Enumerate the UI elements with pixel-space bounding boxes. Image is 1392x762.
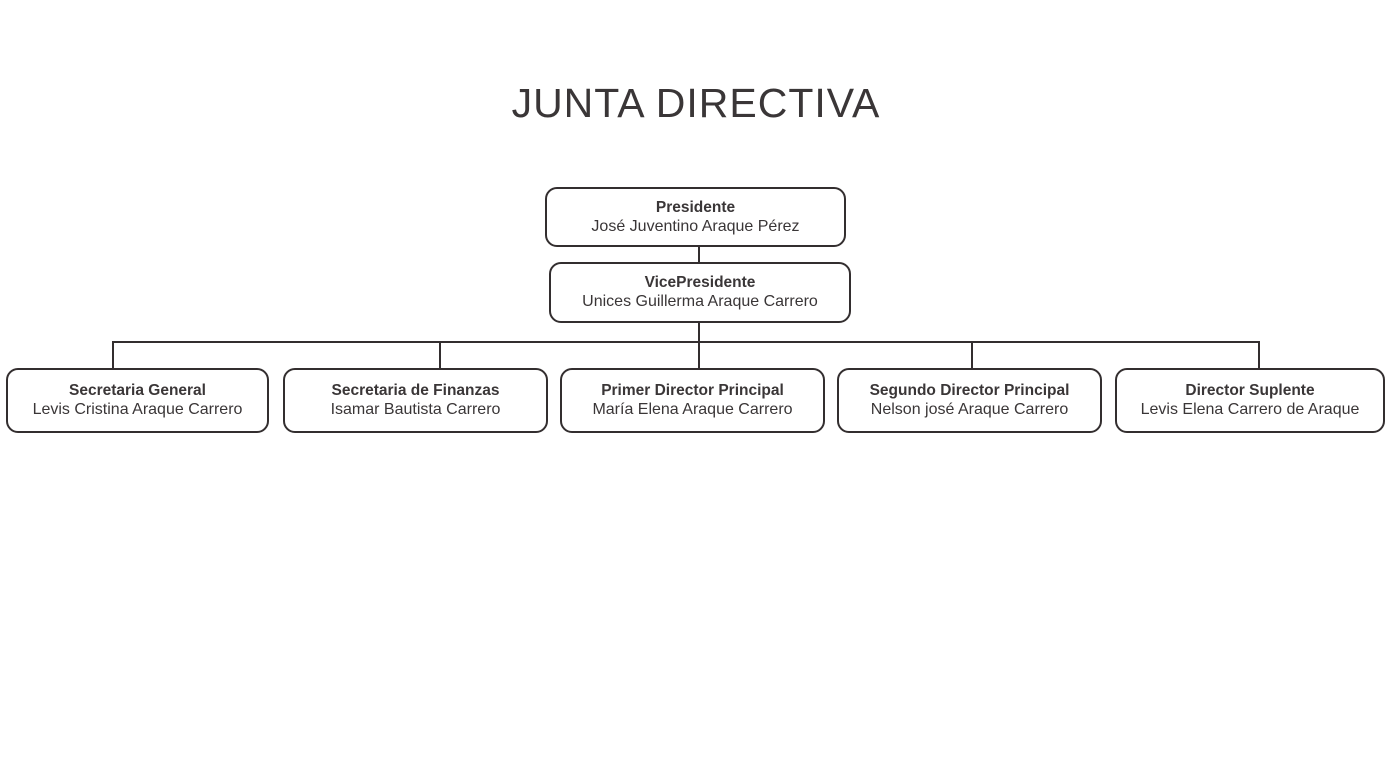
node-role-label: VicePresidente xyxy=(644,274,756,291)
org-node-vicepresidente xyxy=(549,262,851,323)
connector-riser-director-suplente xyxy=(1258,342,1260,369)
node-person-name: María Elena Araque Carrero xyxy=(592,401,793,418)
node-role-label: Director Suplente xyxy=(1185,382,1315,399)
connector-presidente-vicepresidente xyxy=(698,246,700,263)
connector-vicepresidente-drop xyxy=(698,321,700,369)
node-person-name: José Juventino Araque Pérez xyxy=(591,217,800,235)
org-node-presidente xyxy=(545,187,846,247)
connector-riser-secretaria-general xyxy=(112,342,114,369)
node-person-name: Levis Cristina Araque Carrero xyxy=(32,401,243,418)
connector-horizontal-bus xyxy=(112,341,1260,343)
org-node-secretaria-finanzas xyxy=(283,368,548,433)
node-person-name: Isamar Bautista Carrero xyxy=(330,401,501,418)
org-node-director-suplente xyxy=(1115,368,1385,433)
node-role-label: Secretaria de Finanzas xyxy=(331,382,500,399)
node-role-label: Segundo Director Principal xyxy=(869,382,1070,399)
connector-riser-secretaria-finanzas xyxy=(439,342,441,369)
node-person-name: Nelson josé Araque Carrero xyxy=(870,401,1069,418)
node-role-label: Primer Director Principal xyxy=(601,382,784,399)
org-node-secretaria-general xyxy=(6,368,269,433)
org-node-primer-director xyxy=(560,368,825,433)
node-role-label: Presidente xyxy=(655,198,736,216)
node-person-name: Unices Guillerma Araque Carrero xyxy=(582,293,818,310)
page-title: JUNTA DIRECTIVA xyxy=(511,80,881,126)
node-person-name: Levis Elena Carrero de Araque xyxy=(1140,401,1360,418)
org-node-segundo-director xyxy=(837,368,1102,433)
node-role-label: Secretaria General xyxy=(68,382,206,399)
connector-riser-segundo-director xyxy=(971,342,973,369)
